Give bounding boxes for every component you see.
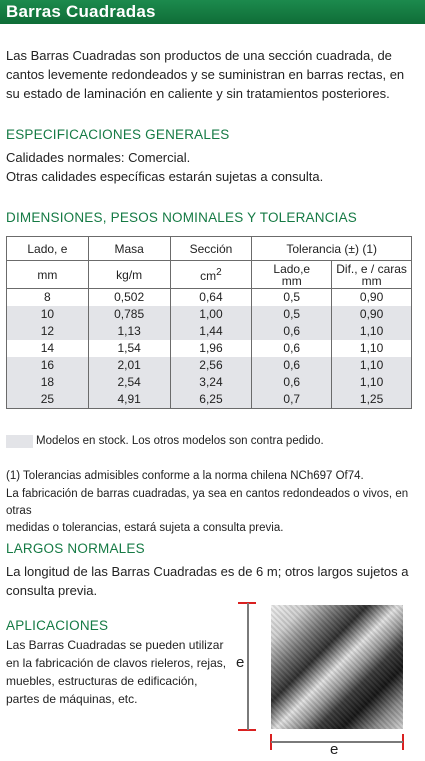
table-cell-lado: 16 xyxy=(7,357,89,374)
square-bar-texture-image xyxy=(271,605,403,729)
especificaciones-heading: ESPECIFICACIONES GENERALES xyxy=(6,127,230,142)
table-cell-seccion: 1,44 xyxy=(170,323,252,340)
table-cell-tol-lado: 0,6 xyxy=(252,357,332,374)
largos-line: La longitud de las Barras Cuadradas es de 6 m; otros largos sujetos a xyxy=(6,564,409,579)
table-cell-tol-lado: 0,5 xyxy=(252,306,332,323)
stock-legend-swatch xyxy=(6,435,33,448)
tol-lado-unit: mm xyxy=(281,273,302,288)
table-cell-tol-dif: 1,10 xyxy=(332,323,412,340)
table-cell-masa: 1,54 xyxy=(88,340,170,357)
table-cell-lado: 25 xyxy=(7,391,89,409)
table-cell-tol-dif: 1,10 xyxy=(332,357,412,374)
table-cell-seccion: 0,64 xyxy=(170,289,252,307)
especificaciones-line: Otras calidades específicas estarán sujetas a consulta. xyxy=(6,169,324,184)
dimensions-table xyxy=(6,236,412,409)
especificaciones-text xyxy=(6,148,323,186)
table-cell-seccion: 2,56 xyxy=(170,357,252,374)
col-header-seccion: Sección xyxy=(170,237,252,261)
table-cell-tol-lado: 0,7 xyxy=(252,391,332,409)
table-cell-masa: 1,13 xyxy=(88,323,170,340)
aplicaciones-line: en la fabricación de clavos rieleros, rejas, xyxy=(6,656,227,670)
col-header-lado: Lado, e xyxy=(7,237,89,261)
largos-text xyxy=(6,562,409,600)
stock-legend-text: Modelos en stock. Los otros modelos son contra pedido. xyxy=(36,435,324,447)
tol-dif-label: Dif., e / caras xyxy=(336,261,407,276)
aplicaciones-heading: APLICACIONES xyxy=(6,618,109,633)
unit-masa: kg/m xyxy=(88,261,170,289)
table-cell-seccion: 3,24 xyxy=(170,374,252,391)
table-cell-tol-dif: 0,90 xyxy=(332,306,412,323)
unit-seccion xyxy=(170,261,252,289)
table-cell-tol-lado: 0,6 xyxy=(252,323,332,340)
table-row xyxy=(7,391,412,409)
fabrication-note xyxy=(6,486,425,537)
table-cell-lado: 14 xyxy=(7,340,89,357)
table-cell-tol-dif: 1,10 xyxy=(332,340,412,357)
table-cell-tol-dif: 0,90 xyxy=(332,289,412,307)
title-bar xyxy=(0,0,425,24)
horizontal-dimension-label: e xyxy=(330,741,339,758)
fabrication-note-line: medidas o tolerancias, estará sujeta a consulta previa. xyxy=(6,522,284,534)
fabrication-note-line: La fabricación de barras cuadradas, ya sea en cantos redondeados o vivos, en otras xyxy=(6,488,409,517)
table-row xyxy=(7,323,412,340)
intro-line: cantos levemente redondeados y se suministran en barras rectas, en xyxy=(6,67,405,82)
table-cell-seccion: 1,96 xyxy=(170,340,252,357)
table-cell-lado: 10 xyxy=(7,306,89,323)
table-cell-seccion: 6,25 xyxy=(170,391,252,409)
col-header-tol-dif xyxy=(332,261,412,289)
table-cell-tol-dif: 1,10 xyxy=(332,374,412,391)
table-cell-masa: 2,54 xyxy=(88,374,170,391)
table-cell-seccion: 1,00 xyxy=(170,306,252,323)
table-cell-tol-lado: 0,6 xyxy=(252,374,332,391)
unit-lado: mm xyxy=(7,261,89,289)
aplicaciones-line: partes de máquinas, etc. xyxy=(6,692,138,706)
largos-heading: LARGOS NORMALES xyxy=(6,541,145,556)
col-header-tolerancia: Tolerancia (±) (1) xyxy=(252,237,412,261)
dimensiones-heading: DIMENSIONES, PESOS NOMINALES Y TOLERANCIAS xyxy=(6,210,358,225)
tol-lado-label: Lado,e xyxy=(273,261,311,276)
unit-seccion-exp: 2 xyxy=(216,266,222,278)
page-title: Barras Cuadradas xyxy=(6,2,156,21)
table-cell-lado: 18 xyxy=(7,374,89,391)
aplicaciones-text xyxy=(6,636,226,708)
table-cell-lado: 12 xyxy=(7,323,89,340)
aplicaciones-line: muebles, estructuras de edificación, xyxy=(6,674,198,688)
unit-seccion-base: cm xyxy=(200,268,217,283)
vertical-dimension-label: e xyxy=(236,654,245,671)
intro-line: Las Barras Cuadradas son productos de una sección cuadrada, de xyxy=(6,48,392,63)
largos-line: consulta previa. xyxy=(6,583,98,598)
table-cell-lado: 8 xyxy=(7,289,89,307)
col-header-tol-lado xyxy=(252,261,332,289)
table-row xyxy=(7,306,412,323)
dimensions-table-body xyxy=(7,289,412,409)
table-row xyxy=(7,374,412,391)
aplicaciones-line: Las Barras Cuadradas se pueden utilizar xyxy=(6,638,224,652)
table-cell-tol-lado: 0,5 xyxy=(252,289,332,307)
table-cell-masa: 2,01 xyxy=(88,357,170,374)
tol-dif-unit: mm xyxy=(361,273,382,288)
table-cell-masa: 0,502 xyxy=(88,289,170,307)
table-cell-tol-dif: 1,25 xyxy=(332,391,412,409)
table-cell-masa: 0,785 xyxy=(88,306,170,323)
intro-line: su estado de laminación en caliente y sin tratamientos posteriores. xyxy=(6,86,390,101)
table-row xyxy=(7,289,412,307)
tolerance-footnote: (1) Tolerancias admisibles conforme a la norma chilena NCh697 Of74. xyxy=(6,470,364,482)
vertical-dimension-line xyxy=(247,603,249,730)
table-row xyxy=(7,357,412,374)
especificaciones-line: Calidades normales: Comercial. xyxy=(6,150,191,165)
col-header-masa: Masa xyxy=(88,237,170,261)
intro-paragraph xyxy=(6,46,404,103)
table-cell-masa: 4,91 xyxy=(88,391,170,409)
table-row xyxy=(7,340,412,357)
table-cell-tol-lado: 0,6 xyxy=(252,340,332,357)
